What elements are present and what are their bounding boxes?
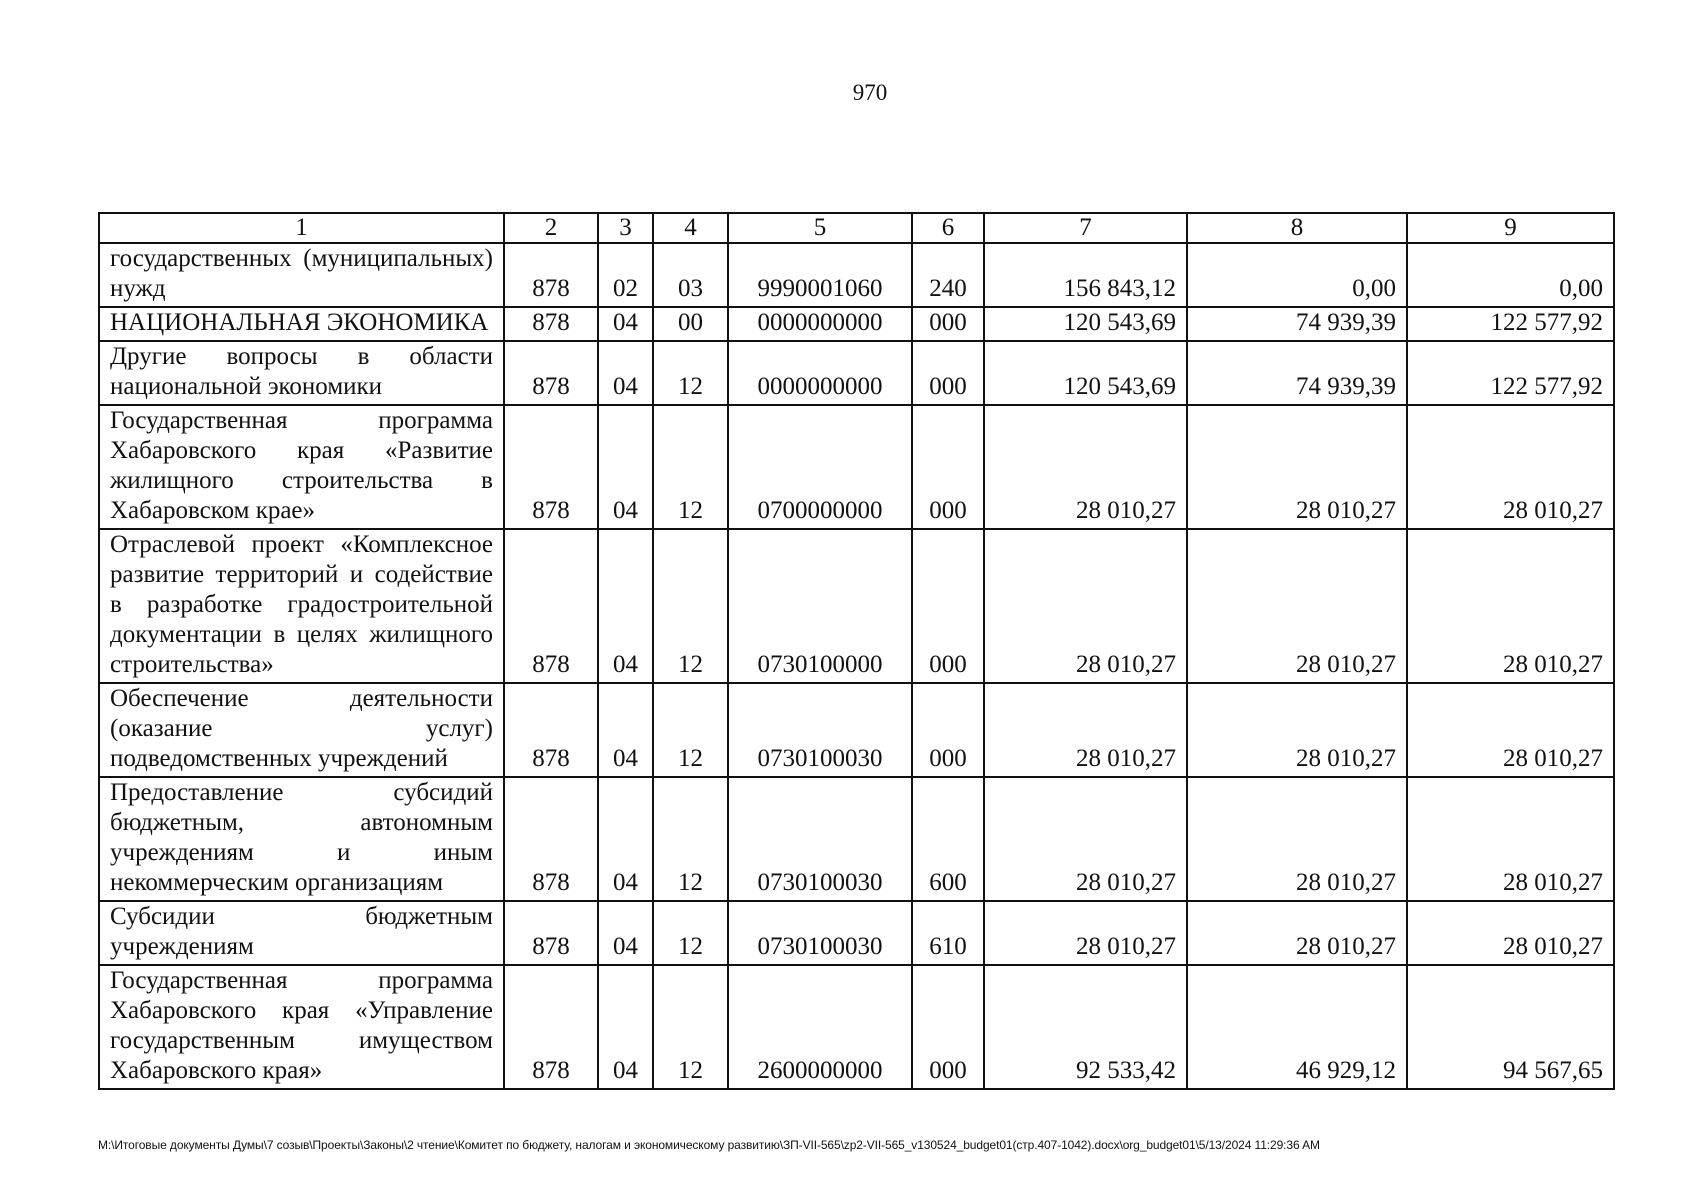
cell-col2: 878 xyxy=(504,901,598,965)
cell-col9: 28 010,27 xyxy=(1407,901,1614,965)
cell-col7: 28 010,27 xyxy=(984,683,1187,777)
cell-col8: 28 010,27 xyxy=(1187,777,1407,901)
cell-col3: 04 xyxy=(598,405,653,529)
cell-col5: 0730100030 xyxy=(728,901,912,965)
cell-col7: 120 543,69 xyxy=(984,307,1187,341)
table-row xyxy=(99,243,1614,307)
item-name: государственных (муниципальных) нужд xyxy=(99,243,504,307)
cell-col8: 74 939,39 xyxy=(1187,341,1407,405)
cell-col5: 0000000000 xyxy=(728,307,912,341)
column-number-row xyxy=(99,213,1614,243)
document-path-footer: M:\Итоговые документы Думы\7 созыв\Проекты\Законы\2 чтение\Комитет по бюджету, налогам и экономическому развитию\ЗП-VII-565\zp2-VII-565_v130524_budget01(стр.407-1042).docx\org_budget01\5/13/2024 11:29:36 AM xyxy=(98,1138,1320,1152)
cell-col4: 00 xyxy=(653,307,728,341)
cell-col8: 28 010,27 xyxy=(1187,901,1407,965)
cell-col3: 04 xyxy=(598,965,653,1089)
table-row xyxy=(99,341,1614,405)
cell-col2: 878 xyxy=(504,405,598,529)
item-name: НАЦИОНАЛЬНАЯ ЭКОНОМИКА xyxy=(99,307,504,341)
cell-col2: 878 xyxy=(504,683,598,777)
cell-col3: 04 xyxy=(598,341,653,405)
cell-col9: 94 567,65 xyxy=(1407,965,1614,1089)
item-name: Обеспечение деятельности (оказание услуг) подведомственных учреждений xyxy=(99,683,504,777)
cell-col7: 120 543,69 xyxy=(984,341,1187,405)
cell-col2: 878 xyxy=(504,965,598,1089)
cell-col6: 000 xyxy=(912,683,984,777)
cell-col9: 28 010,27 xyxy=(1407,777,1614,901)
cell-col9: 28 010,27 xyxy=(1407,405,1614,529)
table-row xyxy=(99,405,1614,529)
table-row xyxy=(99,901,1614,965)
cell-col2: 878 xyxy=(504,777,598,901)
cell-col5: 0730100030 xyxy=(728,683,912,777)
cell-col8: 28 010,27 xyxy=(1187,683,1407,777)
cell-col7: 92 533,42 xyxy=(984,965,1187,1089)
cell-col4: 12 xyxy=(653,777,728,901)
item-name: Предоставление субсидий бюджетным, автономным учреждениям и иным некоммерческим организациям xyxy=(99,777,504,901)
cell-col5: 0700000000 xyxy=(728,405,912,529)
cell-col5: 0000000000 xyxy=(728,341,912,405)
cell-col6: 000 xyxy=(912,307,984,341)
cell-col6: 000 xyxy=(912,405,984,529)
cell-col6: 610 xyxy=(912,901,984,965)
column-header: 2 xyxy=(504,213,598,243)
cell-col9: 28 010,27 xyxy=(1407,683,1614,777)
table-row xyxy=(99,529,1614,683)
cell-col2: 878 xyxy=(504,529,598,683)
cell-col3: 04 xyxy=(598,777,653,901)
cell-col3: 04 xyxy=(598,529,653,683)
table-row xyxy=(99,307,1614,341)
cell-col4: 12 xyxy=(653,529,728,683)
page-number: 970 xyxy=(852,80,888,105)
cell-col6: 000 xyxy=(912,529,984,683)
cell-col8: 28 010,27 xyxy=(1187,405,1407,529)
item-name: Отраслевой проект «Комплексное развитие территорий и содействие в разработке градостроительной документации в целях жилищного строительства» xyxy=(99,529,504,683)
column-header: 6 xyxy=(912,213,984,243)
cell-col5: 9990001060 xyxy=(728,243,912,307)
column-header: 8 xyxy=(1187,213,1407,243)
cell-col4: 12 xyxy=(653,405,728,529)
cell-col8: 0,00 xyxy=(1187,243,1407,307)
cell-col6: 000 xyxy=(912,341,984,405)
column-header: 5 xyxy=(728,213,912,243)
column-header: 9 xyxy=(1407,213,1614,243)
cell-col3: 04 xyxy=(598,901,653,965)
cell-col8: 46 929,12 xyxy=(1187,965,1407,1089)
cell-col6: 000 xyxy=(912,965,984,1089)
item-name: Субсидии бюджетным учреждениям xyxy=(99,901,504,965)
cell-col6: 600 xyxy=(912,777,984,901)
cell-col2: 878 xyxy=(504,307,598,341)
cell-col9: 122 577,92 xyxy=(1407,307,1614,341)
cell-col3: 04 xyxy=(598,307,653,341)
cell-col3: 02 xyxy=(598,243,653,307)
cell-col8: 28 010,27 xyxy=(1187,529,1407,683)
cell-col4: 12 xyxy=(653,965,728,1089)
cell-col4: 12 xyxy=(653,683,728,777)
cell-col9: 0,00 xyxy=(1407,243,1614,307)
cell-col5: 0730100030 xyxy=(728,777,912,901)
cell-col8: 74 939,39 xyxy=(1187,307,1407,341)
cell-col7: 28 010,27 xyxy=(984,405,1187,529)
cell-col5: 0730100000 xyxy=(728,529,912,683)
cell-col7: 28 010,27 xyxy=(984,901,1187,965)
cell-col7: 156 843,12 xyxy=(984,243,1187,307)
cell-col5: 2600000000 xyxy=(728,965,912,1089)
cell-col7: 28 010,27 xyxy=(984,777,1187,901)
cell-col9: 28 010,27 xyxy=(1407,529,1614,683)
cell-col9: 122 577,92 xyxy=(1407,341,1614,405)
column-header: 7 xyxy=(984,213,1187,243)
cell-col4: 03 xyxy=(653,243,728,307)
item-name: Государственная программа Хабаровского края «Развитие жилищного строительства в Хабаровском крае» xyxy=(99,405,504,529)
budget-table xyxy=(98,212,1615,1090)
cell-col4: 12 xyxy=(653,901,728,965)
table-row xyxy=(99,683,1614,777)
table-row xyxy=(99,777,1614,901)
cell-col7: 28 010,27 xyxy=(984,529,1187,683)
cell-col4: 12 xyxy=(653,341,728,405)
column-header: 1 xyxy=(99,213,504,243)
column-header: 3 xyxy=(598,213,653,243)
column-header: 4 xyxy=(653,213,728,243)
cell-col3: 04 xyxy=(598,683,653,777)
item-name: Государственная программа Хабаровского края «Управление государственным имуществом Хабаровского края» xyxy=(99,965,504,1089)
cell-col2: 878 xyxy=(504,341,598,405)
table-row xyxy=(99,965,1614,1089)
cell-col6: 240 xyxy=(912,243,984,307)
item-name: Другие вопросы в области национальной экономики xyxy=(99,341,504,405)
cell-col2: 878 xyxy=(504,243,598,307)
